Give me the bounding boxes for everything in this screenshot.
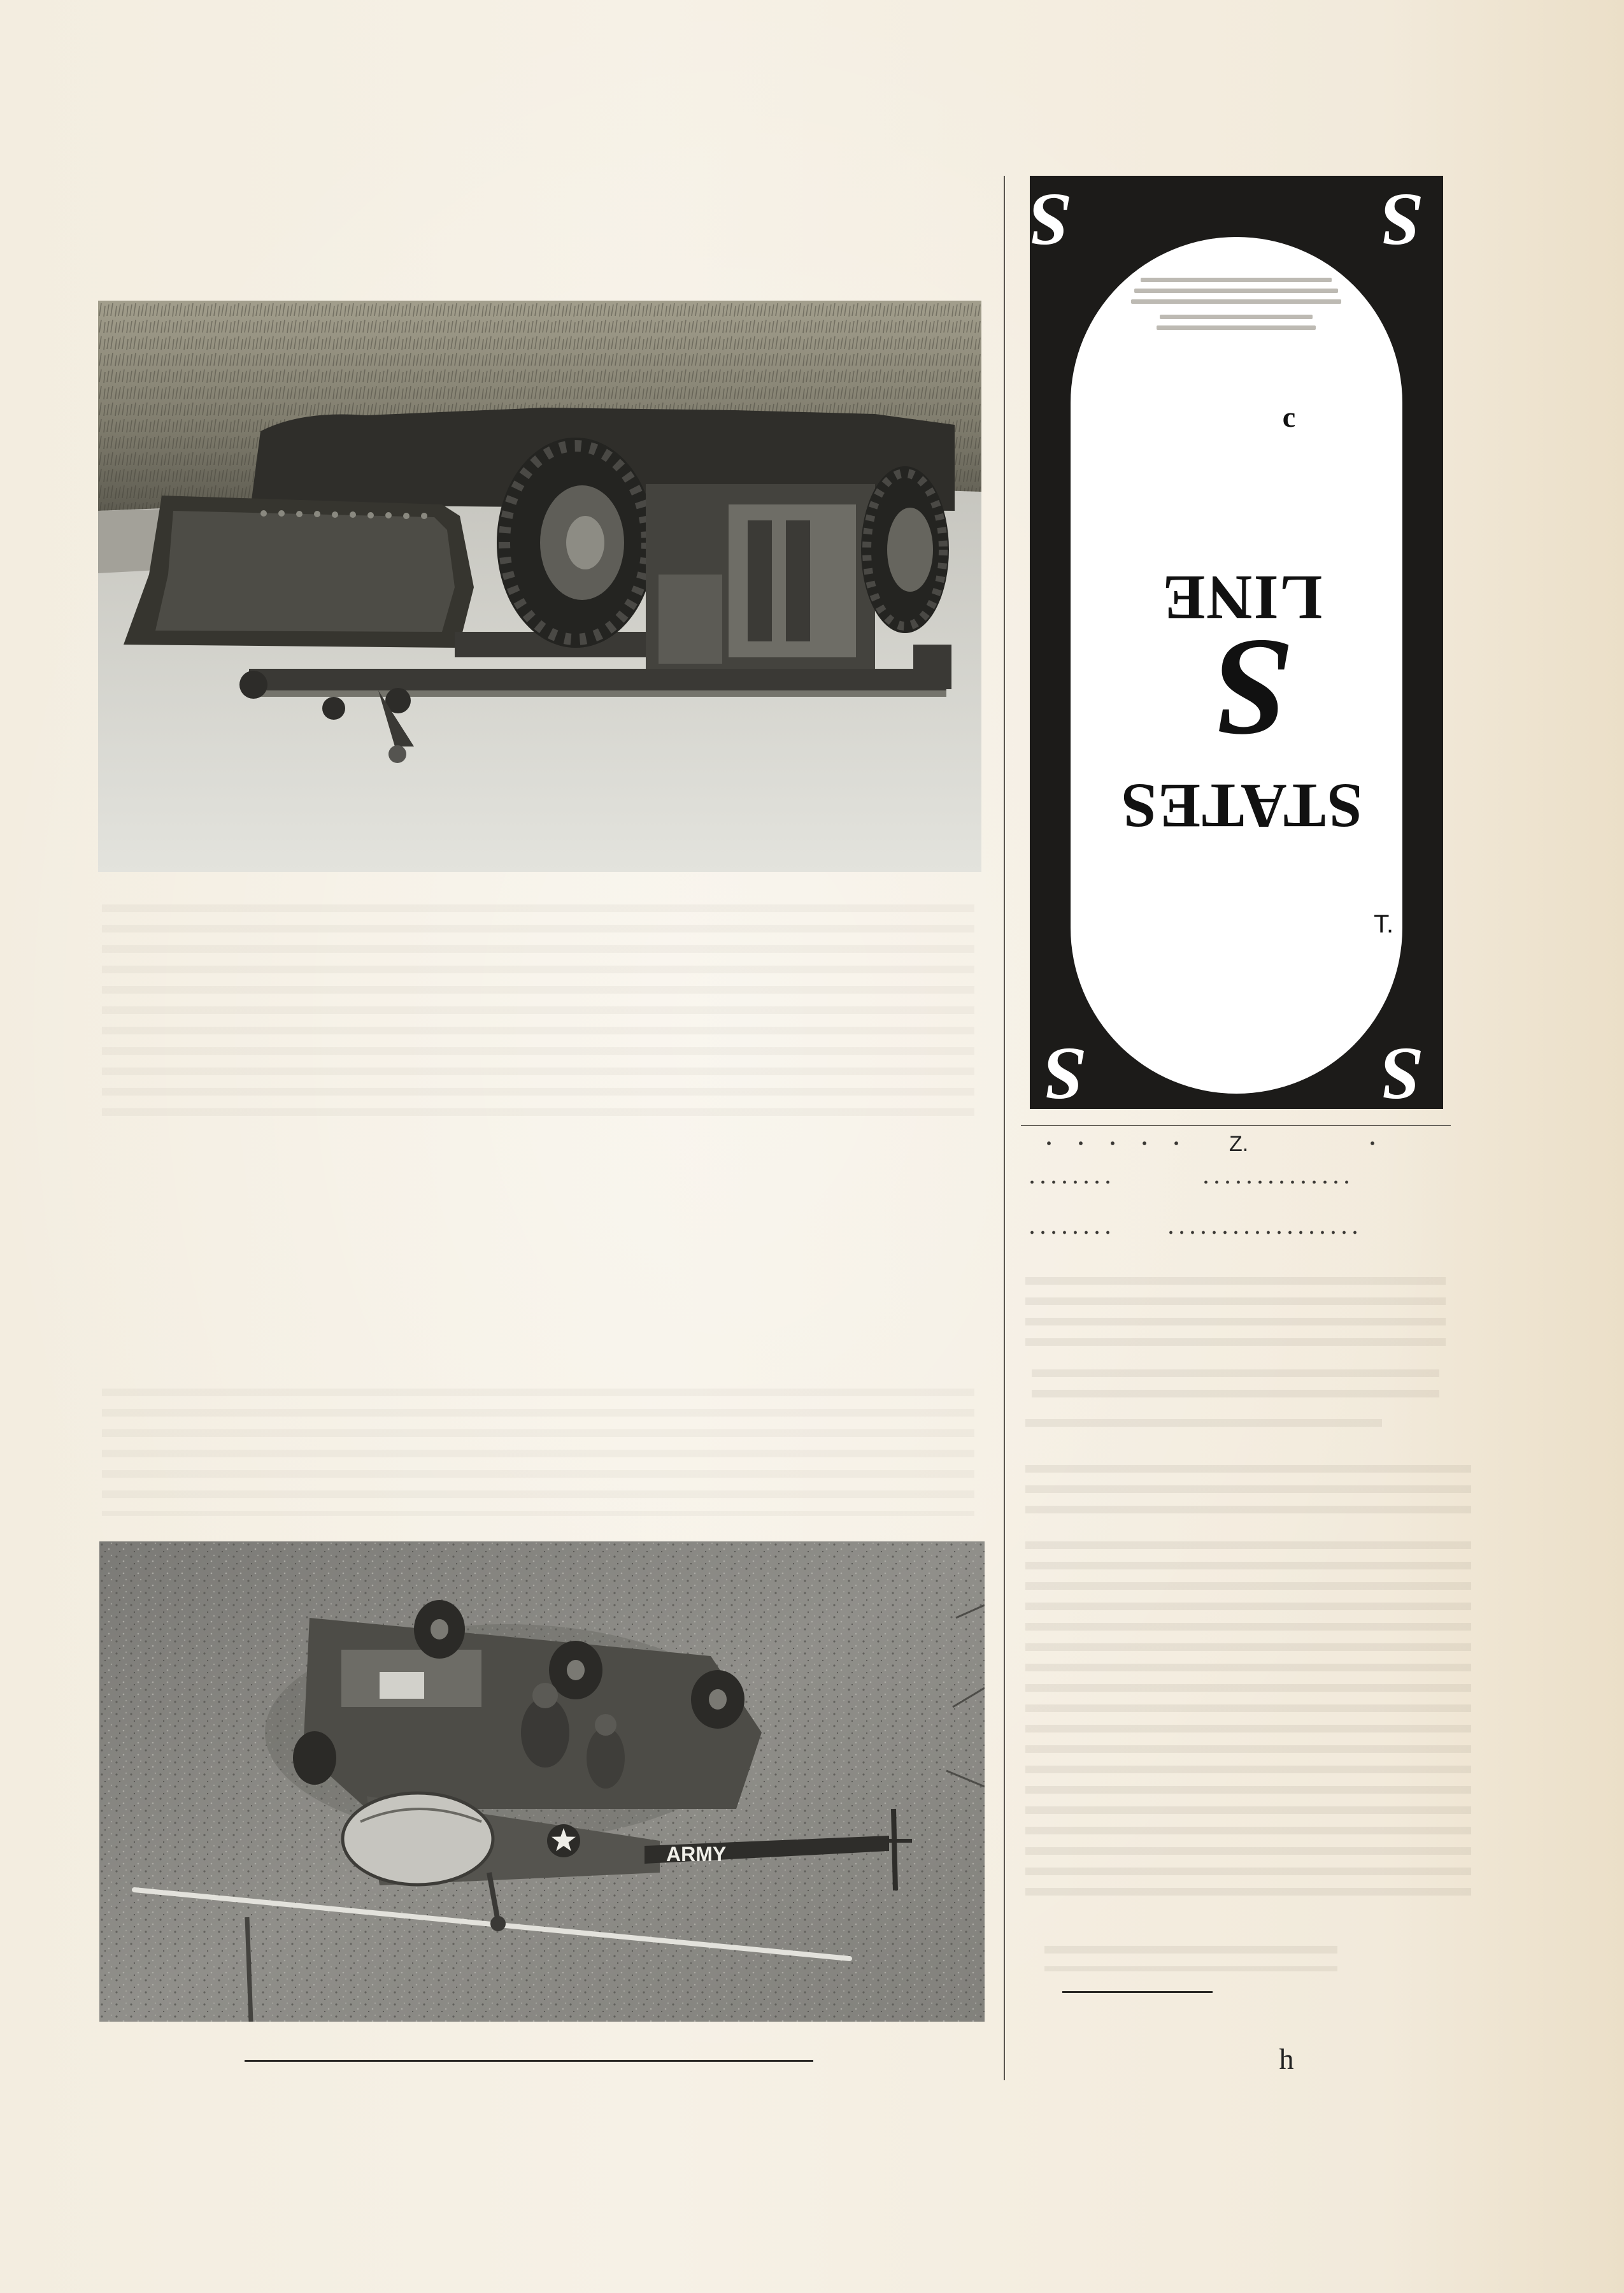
dotted-leader <box>1357 1141 1395 1146</box>
brand-word-line: LINE <box>1161 562 1323 633</box>
column-short-rule <box>1062 1991 1213 1993</box>
show-through-texture <box>1025 1419 1382 1438</box>
show-through-texture <box>102 1389 974 1516</box>
line-label: Z. <box>1229 1132 1249 1156</box>
corner-s-top-right: S <box>1380 178 1422 262</box>
corner-s-top-left: S <box>1029 178 1071 262</box>
panel-mark-c: c <box>1282 401 1296 433</box>
dotted-leader <box>1027 1180 1113 1185</box>
dotted-leader <box>1033 1141 1192 1146</box>
photo-underline <box>245 2060 813 2062</box>
states-line-advertisement <box>1029 176 1443 1116</box>
panel-fine-print <box>1091 278 1381 386</box>
machine-photo <box>98 301 981 872</box>
brand-word-states: STATES <box>1120 771 1363 841</box>
swan-s-logo: S <box>1213 611 1292 766</box>
panel-mark-t: T. <box>1374 910 1394 938</box>
dotted-leader <box>1200 1180 1348 1185</box>
corner-s-bottom-right: S <box>1380 1032 1422 1116</box>
show-through-texture <box>1025 1465 1471 1522</box>
show-through-texture <box>1025 1541 1471 1898</box>
show-through-texture <box>1032 1369 1439 1401</box>
helicopter-marking: ARMY <box>666 1843 727 1866</box>
show-through-texture <box>102 904 974 1121</box>
machine-photo-art <box>98 301 981 872</box>
dotted-leader <box>1165 1230 1360 1235</box>
helicopter-photo <box>99 1541 985 2022</box>
corner-s-bottom-left: S <box>1043 1032 1085 1116</box>
show-through-texture <box>1025 1277 1446 1347</box>
column-divider <box>1004 176 1005 2080</box>
helicopter-photo-art <box>99 1541 985 2022</box>
dotted-leader <box>1027 1230 1113 1235</box>
page-number: h <box>1279 2043 1294 2075</box>
show-through-texture <box>1044 1946 1337 1971</box>
ad-underline <box>1021 1125 1451 1126</box>
